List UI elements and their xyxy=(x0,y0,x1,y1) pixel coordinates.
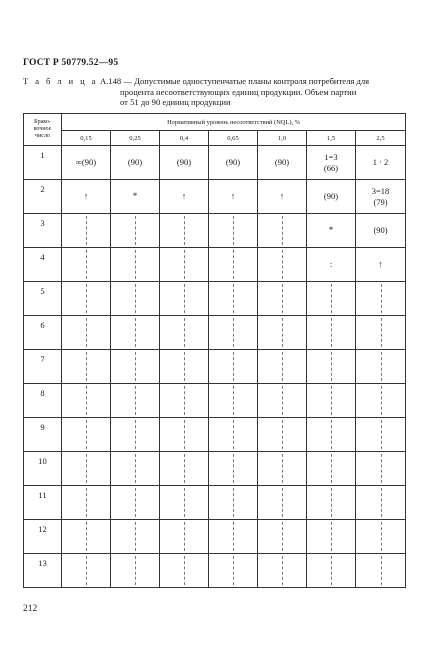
rejection-number: 13 xyxy=(24,554,62,588)
plan-cell xyxy=(356,452,406,486)
corner-header-line-1: Брако- xyxy=(34,119,51,125)
nql-group-header: Нормативный уровень несоответствий (NQL), % xyxy=(62,114,406,131)
plan-cell xyxy=(258,418,307,452)
plan-cell xyxy=(111,282,160,316)
arrow-up-icon: ↑ xyxy=(230,191,236,201)
plan-value-text: (90) xyxy=(127,157,143,167)
plan-cell xyxy=(62,282,111,316)
plan-cell xyxy=(307,418,356,452)
continuation-line xyxy=(86,284,87,313)
continuation-line xyxy=(331,318,332,347)
plan-value xyxy=(356,225,405,236)
continuation-line xyxy=(135,386,136,415)
plan-cell xyxy=(307,146,356,180)
table-row xyxy=(24,146,406,180)
plan-cell xyxy=(209,248,258,282)
continuation-line xyxy=(135,352,136,381)
continuation-line xyxy=(331,522,332,551)
nql-level-header: 0,15 xyxy=(62,131,111,146)
plan-value-text: (90) xyxy=(225,157,241,167)
continuation-line xyxy=(233,420,234,449)
plan-cell xyxy=(356,214,406,248)
table-row xyxy=(24,452,406,486)
plan-value xyxy=(307,226,355,235)
continuation-line xyxy=(86,216,87,245)
continuation-line xyxy=(86,250,87,279)
continuation-line xyxy=(331,420,332,449)
rejection-number: 6 xyxy=(24,316,62,350)
continuation-line xyxy=(184,318,185,347)
continuation-line xyxy=(184,284,185,313)
plan-cell xyxy=(209,316,258,350)
caption-line-3: от 51 до 90 единиц продукции xyxy=(120,97,231,107)
continuation-line xyxy=(381,318,382,347)
plan-value xyxy=(62,192,110,201)
continuation-line xyxy=(184,522,185,551)
continuation-line xyxy=(331,284,332,313)
rejection-number: 4 xyxy=(24,248,62,282)
plan-value-text: * xyxy=(132,191,138,201)
plan-cell xyxy=(209,384,258,418)
plan-value-text: 1 · 2 xyxy=(372,157,389,167)
continuation-line xyxy=(233,352,234,381)
continuation-line xyxy=(86,318,87,347)
plan-cell xyxy=(160,282,209,316)
plan-cell xyxy=(111,554,160,588)
nql-level-header: 0,65 xyxy=(209,131,258,146)
continuation-line xyxy=(233,522,234,551)
continuation-line xyxy=(86,556,87,585)
page-number: 212 xyxy=(23,604,38,614)
continuation-line xyxy=(184,488,185,517)
plan-cell xyxy=(160,384,209,418)
plan-cell xyxy=(111,180,160,214)
continuation-line xyxy=(233,556,234,585)
plan-cell xyxy=(356,146,406,180)
rejection-number: 3 xyxy=(24,214,62,248)
plan-cell xyxy=(62,248,111,282)
plan-cell xyxy=(209,418,258,452)
plan-cell xyxy=(111,350,160,384)
plan-value xyxy=(209,192,257,201)
plan-cell xyxy=(62,384,111,418)
rejection-number: 5 xyxy=(24,282,62,316)
plan-value-text: * xyxy=(328,225,334,235)
plan-cell xyxy=(307,520,356,554)
table-caption xyxy=(23,76,403,108)
plan-cell xyxy=(356,248,406,282)
plan-value xyxy=(356,260,405,269)
rejection-number: 7 xyxy=(24,350,62,384)
arrow-up-icon: ↑ xyxy=(378,259,383,269)
plan-cell xyxy=(160,418,209,452)
continuation-line xyxy=(135,488,136,517)
plan-cell xyxy=(160,146,209,180)
nql-level-header: 0,4 xyxy=(160,131,209,146)
rejection-number: 12 xyxy=(24,520,62,554)
continuation-line xyxy=(282,488,283,517)
table-row xyxy=(24,180,406,214)
continuation-line xyxy=(233,454,234,483)
plan-cell xyxy=(307,554,356,588)
continuation-line xyxy=(86,420,87,449)
rejection-number: 8 xyxy=(24,384,62,418)
plan-value-text: (90) xyxy=(274,157,290,167)
plan-value xyxy=(209,157,257,168)
plan-cell xyxy=(62,350,111,384)
plan-cell xyxy=(258,248,307,282)
caption-label: Т а б л и ц а xyxy=(23,76,98,86)
continuation-line xyxy=(381,488,382,517)
continuation-line xyxy=(282,352,283,381)
plan-value xyxy=(356,186,405,208)
plan-cell xyxy=(307,282,356,316)
plan-value-text: : xyxy=(329,259,333,269)
rejection-number: 11 xyxy=(24,486,62,520)
plan-cell xyxy=(307,350,356,384)
continuation-line xyxy=(282,216,283,245)
continuation-line xyxy=(184,216,185,245)
table-row xyxy=(24,282,406,316)
plan-cell xyxy=(160,554,209,588)
plan-cell xyxy=(356,520,406,554)
continuation-line xyxy=(233,386,234,415)
plan-cell xyxy=(356,316,406,350)
continuation-line xyxy=(135,420,136,449)
plan-value-line: 1=3 xyxy=(324,151,338,162)
plan-value-text: (90) xyxy=(323,191,339,201)
plan-cell xyxy=(258,520,307,554)
continuation-line xyxy=(135,216,136,245)
plan-cell xyxy=(111,384,160,418)
continuation-line xyxy=(331,556,332,585)
sampling-plan-table xyxy=(23,113,406,588)
plan-value xyxy=(62,157,110,168)
plan-cell xyxy=(356,554,406,588)
table-row xyxy=(24,248,406,282)
rejection-number: 1 xyxy=(24,146,62,180)
continuation-line xyxy=(135,522,136,551)
continuation-line xyxy=(331,488,332,517)
plan-cell xyxy=(307,486,356,520)
rejection-number: 2 xyxy=(24,180,62,214)
continuation-line xyxy=(282,318,283,347)
continuation-line xyxy=(86,386,87,415)
plan-value xyxy=(307,191,355,202)
plan-cell xyxy=(258,146,307,180)
table-row xyxy=(24,350,406,384)
continuation-line xyxy=(184,420,185,449)
continuation-line xyxy=(184,454,185,483)
table-row xyxy=(24,316,406,350)
plan-cell xyxy=(258,452,307,486)
plan-cell xyxy=(62,146,111,180)
plan-cell xyxy=(307,452,356,486)
plan-cell xyxy=(258,384,307,418)
plan-value xyxy=(258,192,306,201)
continuation-line xyxy=(381,352,382,381)
table-row xyxy=(24,214,406,248)
continuation-line xyxy=(233,250,234,279)
plan-cell xyxy=(111,418,160,452)
plan-cell xyxy=(307,214,356,248)
plan-cell xyxy=(209,350,258,384)
plan-cell xyxy=(62,316,111,350)
continuation-line xyxy=(135,454,136,483)
continuation-line xyxy=(233,284,234,313)
plan-cell xyxy=(209,146,258,180)
plan-cell xyxy=(258,486,307,520)
corner-header-line-3: число xyxy=(35,133,50,139)
plan-value-line: (79) xyxy=(373,196,388,207)
continuation-line xyxy=(381,420,382,449)
plan-cell xyxy=(209,180,258,214)
continuation-line xyxy=(282,386,283,415)
arrow-up-icon: ↑ xyxy=(181,191,187,201)
plan-cell xyxy=(62,214,111,248)
plan-cell xyxy=(307,180,356,214)
continuation-line xyxy=(381,522,382,551)
rejection-number: 10 xyxy=(24,452,62,486)
continuation-line xyxy=(135,556,136,585)
continuation-line xyxy=(282,522,283,551)
plan-cell xyxy=(307,384,356,418)
continuation-line xyxy=(86,352,87,381)
continuation-line xyxy=(233,488,234,517)
table-row xyxy=(24,384,406,418)
plan-cell xyxy=(209,520,258,554)
nql-level-header: 1,0 xyxy=(258,131,307,146)
plan-cell xyxy=(258,554,307,588)
plan-cell xyxy=(258,282,307,316)
plan-cell xyxy=(356,282,406,316)
plan-value-line: (66) xyxy=(323,162,339,173)
plan-value xyxy=(356,157,405,168)
plan-value xyxy=(160,157,208,168)
plan-value xyxy=(307,259,355,270)
plan-cell xyxy=(111,452,160,486)
plan-cell xyxy=(62,520,111,554)
continuation-line xyxy=(331,386,332,415)
continuation-line xyxy=(331,352,332,381)
table-row xyxy=(24,486,406,520)
standard-title: ГОСТ Р 50779.52—95 xyxy=(23,58,119,68)
table-row xyxy=(24,520,406,554)
continuation-line xyxy=(184,352,185,381)
plan-cell xyxy=(62,486,111,520)
continuation-line xyxy=(381,284,382,313)
continuation-line xyxy=(282,284,283,313)
arrow-up-icon: ↑ xyxy=(83,191,89,201)
arrow-up-icon: ↑ xyxy=(279,191,285,201)
plan-cell xyxy=(160,248,209,282)
continuation-line xyxy=(331,454,332,483)
continuation-line xyxy=(86,522,87,551)
plan-cell xyxy=(62,418,111,452)
continuation-line xyxy=(86,454,87,483)
continuation-line xyxy=(86,488,87,517)
plan-value xyxy=(111,192,159,201)
plan-value-line: 3=18 xyxy=(371,185,390,196)
plan-value-text: (90) xyxy=(176,157,192,167)
continuation-line xyxy=(184,556,185,585)
nql-level-header: 1,5 xyxy=(307,131,356,146)
plan-cell xyxy=(160,452,209,486)
plan-cell xyxy=(160,350,209,384)
plan-value-text: (90) xyxy=(373,225,388,235)
plan-cell xyxy=(356,180,406,214)
caption-line-2: процента несоответствующих единиц продукции. Объем партии xyxy=(120,86,357,97)
plan-cell xyxy=(209,282,258,316)
table-row xyxy=(24,554,406,588)
continuation-line xyxy=(233,318,234,347)
corner-header xyxy=(24,114,62,146)
plan-cell xyxy=(62,554,111,588)
plan-cell xyxy=(160,486,209,520)
plan-value xyxy=(307,152,355,174)
plan-cell xyxy=(258,350,307,384)
plan-cell xyxy=(307,316,356,350)
plan-cell xyxy=(160,316,209,350)
plan-cell xyxy=(62,180,111,214)
plan-cell xyxy=(111,146,160,180)
continuation-line xyxy=(184,386,185,415)
plan-cell xyxy=(209,554,258,588)
nql-level-header: 0,25 xyxy=(111,131,160,146)
corner-header-line-2: вочное xyxy=(33,126,52,132)
plan-value xyxy=(111,157,159,168)
plan-cell xyxy=(356,486,406,520)
plan-cell xyxy=(111,520,160,554)
continuation-line xyxy=(233,216,234,245)
continuation-line xyxy=(135,318,136,347)
continuation-line xyxy=(282,420,283,449)
plan-value xyxy=(258,157,306,168)
plan-value xyxy=(160,192,208,201)
plan-cell xyxy=(258,316,307,350)
plan-cell xyxy=(307,248,356,282)
continuation-line xyxy=(381,454,382,483)
plan-cell xyxy=(111,316,160,350)
continuation-line xyxy=(381,556,382,585)
plan-cell xyxy=(111,214,160,248)
plan-cell xyxy=(356,384,406,418)
plan-cell xyxy=(356,350,406,384)
plan-cell xyxy=(258,180,307,214)
plan-cell xyxy=(160,214,209,248)
continuation-line xyxy=(135,284,136,313)
plan-cell xyxy=(160,180,209,214)
plan-cell xyxy=(209,486,258,520)
plan-cell xyxy=(356,418,406,452)
rejection-number: 9 xyxy=(24,418,62,452)
plan-cell xyxy=(209,452,258,486)
caption-line-1: А.148 — Допустимые одноступенчатые планы контроля потребителя для xyxy=(99,76,370,86)
nql-level-header: 2,5 xyxy=(356,131,406,146)
continuation-line xyxy=(282,556,283,585)
table-row xyxy=(24,418,406,452)
plan-cell xyxy=(160,520,209,554)
continuation-line xyxy=(135,250,136,279)
continuation-line xyxy=(282,454,283,483)
continuation-line xyxy=(282,250,283,279)
plan-value-text: ∞(90) xyxy=(75,157,97,167)
plan-cell xyxy=(111,486,160,520)
plan-cell xyxy=(209,214,258,248)
continuation-line xyxy=(381,386,382,415)
plan-cell xyxy=(111,248,160,282)
plan-cell xyxy=(258,214,307,248)
continuation-line xyxy=(184,250,185,279)
plan-cell xyxy=(62,452,111,486)
